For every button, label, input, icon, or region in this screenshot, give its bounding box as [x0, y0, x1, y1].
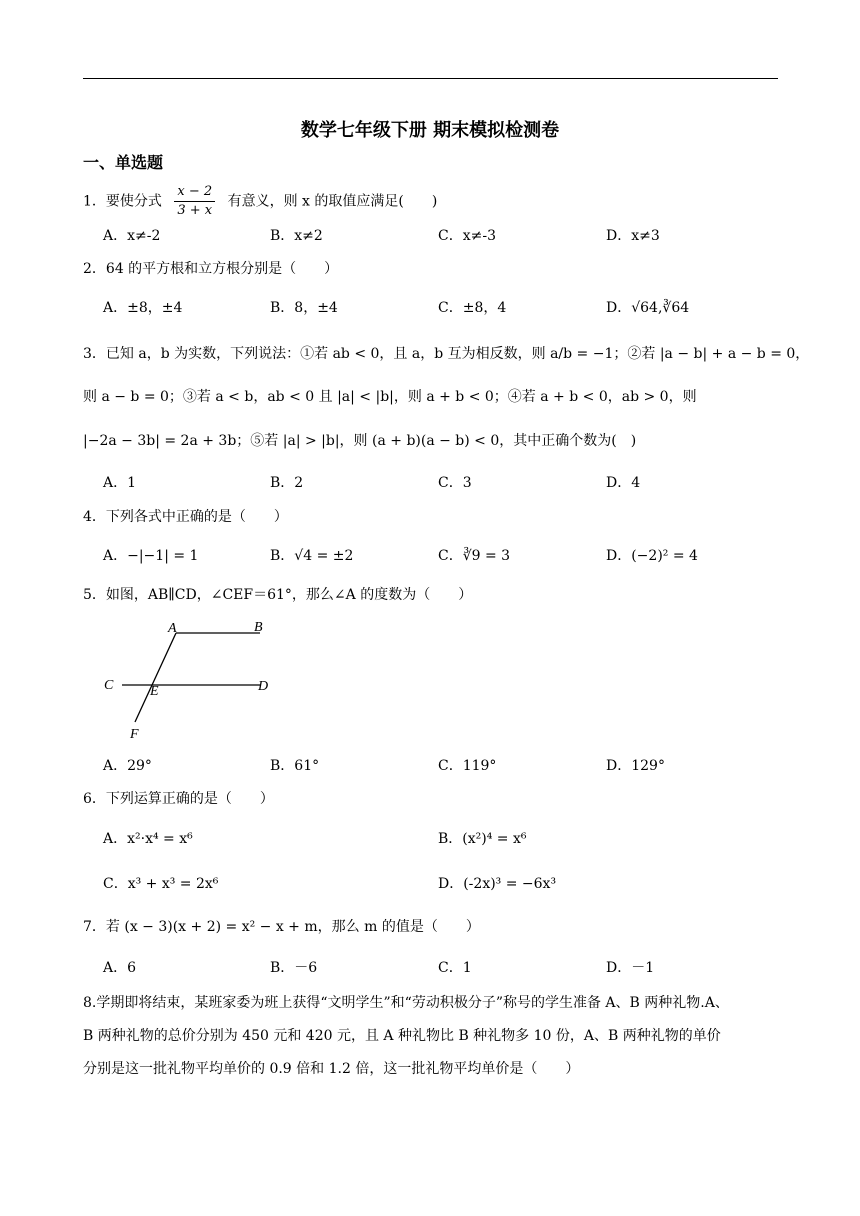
fraction-denominator: 3 + x	[177, 203, 213, 218]
question-5: 5．如图，AB∥CD，∠CEF＝61°，那么∠A 的度数为（ ）	[83, 587, 473, 603]
question-8-line-3: 分别是这一批礼物平均单价的 0.9 倍和 1.2 倍，这一批礼物平均单价是（ ）	[83, 1061, 580, 1077]
fraction-numerator: x − 2	[174, 183, 215, 202]
q1-option-a[interactable]: A．x≠-2	[103, 228, 161, 244]
question-1-prefix: 1．要使分式	[83, 193, 162, 210]
q4-option-b[interactable]: B．√4 = ±2	[270, 548, 354, 564]
q6-option-d[interactable]: D．(-2x)³ = −6x³	[438, 876, 557, 892]
q6-option-c[interactable]: C．x³ + x³ = 2x⁶	[103, 876, 219, 892]
page-title: 数学七年级下册 期末模拟检测卷	[300, 120, 560, 141]
q4-option-a[interactable]: A．−|−1| = 1	[103, 548, 199, 564]
q6-option-b[interactable]: B．(x²)⁴ = x⁶	[438, 831, 527, 847]
question-6: 6．下列运算正确的是（ ）	[83, 791, 274, 807]
q5-option-d[interactable]: D．129°	[606, 758, 665, 774]
q6-option-a[interactable]: A．x²·x⁴ = x⁶	[103, 831, 193, 847]
q4-option-d[interactable]: D．(−2)² = 4	[606, 548, 698, 564]
q7-option-c[interactable]: C．1	[438, 960, 472, 976]
q5-option-b[interactable]: B．61°	[270, 758, 320, 774]
q3-option-c[interactable]: C．3	[438, 475, 472, 491]
question-3-line-3: |−2a − 3b| = 2a + 3b；⑤若 |a| > |b|，则 (a + b)(a − b) < 0，其中正确个数为( )	[83, 433, 637, 449]
question-4: 4．下列各式中正确的是（ ）	[83, 509, 288, 525]
q3-option-b[interactable]: B．2	[270, 475, 304, 491]
question-1-suffix: 有意义，则 x 的取值应满足( )	[227, 193, 438, 210]
q3-option-a[interactable]: A．1	[103, 475, 137, 491]
question-1	[83, 183, 437, 220]
q5-option-c[interactable]: C．119°	[438, 758, 497, 774]
question-3-line-1: 3．已知 a，b 为实数，下列说法：①若 ab < 0，且 a，b 互为相反数，则 a/b = −1；②若 |a − b| + a − b = 0，	[83, 346, 810, 362]
label-a: A	[168, 621, 177, 636]
q2-option-a[interactable]: A．±8，±4	[103, 300, 183, 316]
header-rule	[83, 78, 778, 79]
q5-option-a[interactable]: A．29°	[103, 758, 152, 774]
question-3-line-2: 则 a − b = 0；③若 a < b，ab < 0 且 |a| < |b|，则 a + b < 0；④若 a + b < 0，ab > 0，则	[83, 389, 697, 405]
question-8-line-1: 8.学期即将结束，某班家委为班上获得“文明学生”和“劳动积极分子”称号的学生准备 A、B 两种礼物.A、	[83, 995, 729, 1011]
question-8-line-2: B 两种礼物的总价分别为 450 元和 420 元，且 A 种礼物比 B 种礼物多 10 份，A、B 两种礼物的单价	[83, 1028, 721, 1044]
parallel-lines-figure	[100, 612, 280, 742]
q4-option-c[interactable]: C．∛9 = 3	[438, 548, 511, 564]
label-d: D	[258, 679, 269, 694]
label-f: F	[130, 727, 139, 742]
q7-option-a[interactable]: A．6	[103, 960, 137, 976]
q2-option-b[interactable]: B．8，±4	[270, 300, 338, 316]
line-af	[135, 633, 176, 722]
q7-option-b[interactable]: B．－6	[270, 960, 318, 976]
q2-option-c[interactable]: C．±8，4	[438, 300, 507, 316]
fraction	[174, 183, 215, 220]
question-7: 7．若 (x − 3)(x + 2) = x² − x + m，那么 m 的值是（ ）	[83, 919, 480, 935]
q2-option-d[interactable]: D．√64,∛64	[606, 300, 690, 316]
q1-option-d[interactable]: D．x≠3	[606, 228, 660, 244]
question-2: 2．64 的平方根和立方根分别是（ ）	[83, 261, 339, 277]
section-heading: 一、单选题	[83, 153, 164, 172]
label-c: C	[104, 678, 114, 693]
q7-option-d[interactable]: D．－1	[606, 960, 655, 976]
label-b: B	[254, 620, 263, 635]
label-e: E	[150, 684, 159, 699]
q3-option-d[interactable]: D．4	[606, 475, 641, 491]
q1-option-c[interactable]: C．x≠-3	[438, 228, 496, 244]
q1-option-b[interactable]: B．x≠2	[270, 228, 323, 244]
